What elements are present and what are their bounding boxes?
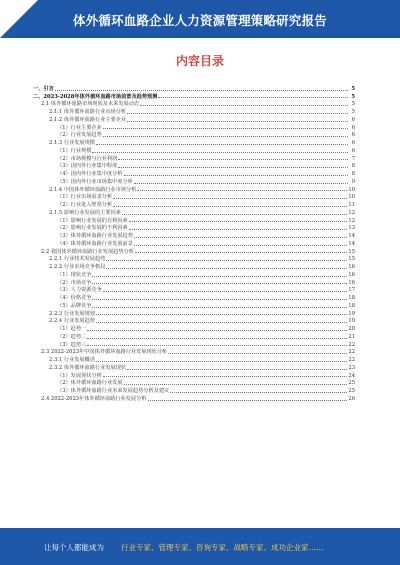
toc-entry-text: 2.1.4 中国体外循环血路行业市场分析: [49, 186, 137, 193]
toc-entry[interactable]: [33, 185, 355, 193]
toc-entry[interactable]: [33, 154, 355, 162]
toc-entry-text: （1）现状竞争: [57, 271, 92, 278]
toc-entry-page: 22: [348, 341, 355, 348]
toc-entry-page: 6: [351, 124, 355, 131]
toc-entry-text: （3）趋势三: [57, 341, 87, 348]
toc-entry[interactable]: [33, 386, 355, 394]
toc-title: 内容目录: [175, 54, 224, 68]
toc-leader-dots: [103, 376, 348, 377]
toc-entry-page: 6: [351, 140, 355, 146]
toc-entry[interactable]: [33, 270, 355, 278]
toc-entry[interactable]: [33, 309, 355, 317]
toc-leader-dots: [92, 276, 347, 277]
toc-entry-page: 19: [348, 310, 355, 317]
toc-leader-dots: [134, 245, 347, 246]
toc-leader-dots: [127, 113, 348, 114]
footer-slogan-right: 行业专家、管理专家、咨询专家、战略专家、成功企业家……: [121, 543, 324, 552]
toc-entry[interactable]: [33, 324, 355, 332]
toc-entry-text: 2.3 2022-2023年中国体外循环血路行业发展现状分析: [41, 349, 168, 356]
toc-entry[interactable]: [33, 340, 355, 348]
toc-entry-text: 2.3.2 体外循环血路行业发展现状: [49, 364, 127, 371]
toc-leader-dots: [137, 190, 347, 191]
toc-entry-text: 2.1.5 影响行业发展的主要因素: [49, 209, 121, 216]
toc-leader-dots: [124, 175, 348, 176]
toc-leader-dots: [113, 198, 347, 199]
toc-entry[interactable]: [33, 394, 355, 402]
toc-leader-dots: [118, 167, 348, 168]
toc-entry-page: 9: [351, 178, 355, 185]
toc-entry[interactable]: [33, 348, 355, 356]
toc-entry[interactable]: [33, 239, 355, 247]
toc-entry-page: 15: [348, 248, 355, 255]
toc-entry[interactable]: [33, 131, 355, 139]
toc-entry[interactable]: [33, 123, 355, 131]
toc-entry-text: （5）国内外行业市场集中度分析: [57, 178, 133, 185]
toc-entry-page: 8: [351, 163, 355, 170]
toc-entry-text: （3）人力资源竞争: [57, 287, 102, 294]
page-footer: [0, 528, 400, 565]
toc-entry-page: 5: [351, 101, 355, 108]
toc-entry-page: 25: [348, 380, 355, 387]
toc-entry-page: 6: [351, 147, 355, 154]
toc-entry-page: 10: [348, 194, 355, 201]
toc-entry-text: （3）国内外行业集中程度: [57, 163, 118, 170]
table-of-contents: [33, 84, 355, 402]
toc-entry[interactable]: [33, 301, 355, 309]
toc-leader-dots: [124, 384, 348, 385]
toc-leader-dots: [122, 214, 347, 215]
toc-entry-page: 14: [348, 233, 355, 239]
toc-entry[interactable]: [33, 255, 355, 263]
toc-entry-text: 2.4 2022-2023年体外循环血路行业发展分析: [41, 395, 147, 402]
toc-entry[interactable]: [33, 208, 355, 216]
toc-leader-dots: [113, 206, 347, 207]
toc-entry[interactable]: [33, 107, 355, 115]
toc-entry-text: （1）行业主要企业: [57, 124, 102, 131]
toc-entry-text: （4）价格竞争: [57, 295, 92, 301]
toc-entry-text: （2）影响行业发展的不利因素: [57, 225, 128, 232]
toc-entry-text: （2）市场竞争: [57, 279, 92, 286]
toc-entry-text: 2.3.1 行业发展概述: [49, 357, 95, 363]
toc-leader-dots: [168, 353, 347, 354]
toc-entry-page: 5: [351, 109, 355, 115]
toc-entry[interactable]: [33, 379, 355, 387]
toc-leader-dots: [148, 400, 348, 401]
toc-entry-text: （2）行业进入壁垒分析: [57, 202, 113, 208]
toc-leader-dots: [129, 229, 348, 230]
toc-entry-page: 6: [351, 132, 355, 139]
toc-entry-page: 17: [348, 287, 355, 294]
toc-entry-text: 2.2.2 行业市场竞争格局: [49, 264, 106, 270]
toc-entry-page: 16: [348, 264, 355, 270]
toc-entry[interactable]: [33, 363, 355, 371]
toc-entry[interactable]: [33, 169, 355, 177]
toc-entry-text: 二、2023-2028年体外循环血路市场前景及趋势预测: [33, 93, 158, 100]
toc-entry-page: 7: [351, 155, 355, 162]
toc-entry-page: 13: [348, 225, 355, 232]
toc-entry[interactable]: [33, 84, 355, 92]
toc-leader-dots: [118, 159, 348, 160]
toc-entry[interactable]: [33, 100, 355, 108]
toc-entry-text: （2）趋势二: [57, 333, 87, 340]
toc-entry-text: 2.1 体外循环血路市场现状及未来发展动态: [41, 101, 140, 108]
toc-entry-page: 5: [351, 85, 355, 92]
page-header: [0, 0, 400, 38]
toc-leader-dots: [96, 144, 348, 145]
toc-entry-page: 21: [348, 333, 355, 340]
toc-entry[interactable]: [33, 332, 355, 340]
toc-entry-page: 10: [348, 186, 355, 193]
toc-entry[interactable]: [33, 293, 355, 301]
toc-entry-text: 2.1.2 体外循环血路行业主要企业: [49, 116, 127, 123]
toc-leader-dots: [92, 152, 348, 153]
toc-entry-page: 18: [348, 295, 355, 301]
toc-entry-page: 18: [348, 302, 355, 309]
toc-entry-text: （3）体外循环血路行业发展趋势: [57, 233, 133, 239]
toc-leader-dots: [129, 221, 348, 222]
toc-entry-page: 12: [348, 209, 355, 216]
toc-entry-text: 2.2.1 行业技术发展趋势: [49, 256, 106, 263]
toc-entry-text: 2.1.3 行业发展规模: [49, 140, 95, 146]
toc-entry-text: （2）行业发展趋势: [57, 132, 102, 139]
toc-entry-page: 16: [348, 271, 355, 278]
toc-entry[interactable]: [33, 92, 355, 100]
toc-entry-page: 20: [348, 326, 355, 332]
toc-leader-dots: [134, 183, 348, 184]
toc-entry-page: 19: [348, 318, 355, 325]
toc-entry-page: 8: [351, 171, 355, 177]
toc-entry-text: （1）趋势一: [57, 326, 87, 332]
toc-leader-dots: [103, 136, 348, 137]
toc-entry[interactable]: [33, 317, 355, 325]
toc-leader-dots: [127, 369, 347, 370]
toc-leader-dots: [106, 260, 347, 261]
toc-leader-dots: [134, 237, 347, 238]
toc-entry-text: （2）市场规模与行业利润: [57, 155, 118, 162]
footer-slogan-left: 让每个人都能成为: [44, 543, 104, 552]
toc-entry-page: 11: [348, 202, 355, 208]
toc-entry[interactable]: [33, 177, 355, 185]
toc-entry-text: 2.2.4 行业发展趋势: [49, 318, 95, 325]
toc-leader-dots: [92, 299, 347, 300]
toc-entry-text: （1）行业市场需求分析: [57, 194, 113, 201]
toc-entry[interactable]: [33, 216, 355, 224]
toc-entry[interactable]: [33, 278, 355, 286]
toc-leader-dots: [87, 338, 347, 339]
toc-entry[interactable]: [33, 162, 355, 170]
toc-entry[interactable]: [33, 355, 355, 363]
toc-entry[interactable]: [33, 224, 355, 232]
toc-leader-dots: [127, 121, 348, 122]
toc-leader-dots: [92, 283, 347, 284]
toc-entry[interactable]: [33, 286, 355, 294]
toc-leader-dots: [96, 314, 347, 315]
toc-entry[interactable]: [33, 231, 355, 239]
toc-leader-dots: [140, 105, 348, 106]
toc-entry-page: 16: [348, 279, 355, 286]
toc-entry[interactable]: [33, 371, 355, 379]
toc-entry-page: 5: [351, 93, 355, 100]
toc-entry[interactable]: [33, 200, 355, 208]
toc-leader-dots: [92, 307, 347, 308]
toc-entry-text: （5）品牌竞争: [57, 302, 92, 309]
toc-entry-text: （2）体外循环血路行业发展: [57, 380, 123, 387]
toc-leader-dots: [103, 128, 348, 129]
toc-entry-page: 26: [348, 395, 355, 402]
toc-entry-page: 6: [351, 116, 355, 123]
toc-leader-dots: [96, 361, 347, 362]
toc-entry-page: 15: [348, 256, 355, 263]
toc-leader-dots: [106, 268, 347, 269]
toc-leader-dots: [87, 330, 347, 331]
toc-entry-text: （4）体外循环血路行业发展前景: [57, 240, 133, 247]
toc-leader-dots: [103, 291, 348, 292]
toc-entry[interactable]: [33, 247, 355, 255]
toc-entry-text: 一、引言: [33, 85, 54, 92]
toc-entry-page: 22: [348, 349, 355, 356]
toc-entry[interactable]: [33, 146, 355, 154]
toc-leader-dots: [158, 97, 348, 98]
toc-entry-text: （1）发展现状分析: [57, 372, 102, 379]
toc-entry-text: 2.2.3 行业发展规划: [49, 310, 95, 317]
toc-entry-text: 2.2 我国体外循环血路行业发展趋势分析: [41, 248, 134, 255]
header-title: 体外循环血路企业人力资源管理策略研究报告: [72, 13, 327, 28]
toc-entry-text: （1）影响行业发展的有利因素: [57, 217, 128, 224]
toc-leader-dots: [87, 345, 347, 346]
toc-entry-page: 14: [348, 240, 355, 247]
toc-entry-page: 23: [348, 364, 355, 371]
toc-leader-dots: [135, 252, 347, 253]
toc-entry[interactable]: [33, 262, 355, 270]
toc-entry-page: 12: [348, 217, 355, 224]
toc-leader-dots: [96, 322, 347, 323]
toc-entry[interactable]: [33, 193, 355, 201]
toc-entry-text: （4）国内外行业集中度分析: [57, 171, 123, 177]
toc-leader-dots: [170, 392, 347, 393]
toc-entry-page: 24: [348, 372, 355, 379]
toc-entry-text: （3）体外循环血路行业未来发展趋势分析及建议: [57, 388, 170, 394]
toc-entry[interactable]: [33, 115, 355, 123]
toc-entry-page: 25: [348, 388, 355, 394]
toc-leader-dots: [55, 90, 348, 91]
toc-entry[interactable]: [33, 138, 355, 146]
toc-entry-page: 22: [348, 357, 355, 363]
toc-entry-text: 2.1.1 体外循环血路行业市场分析: [49, 109, 127, 115]
toc-entry-text: （1）行业规模: [57, 147, 92, 154]
